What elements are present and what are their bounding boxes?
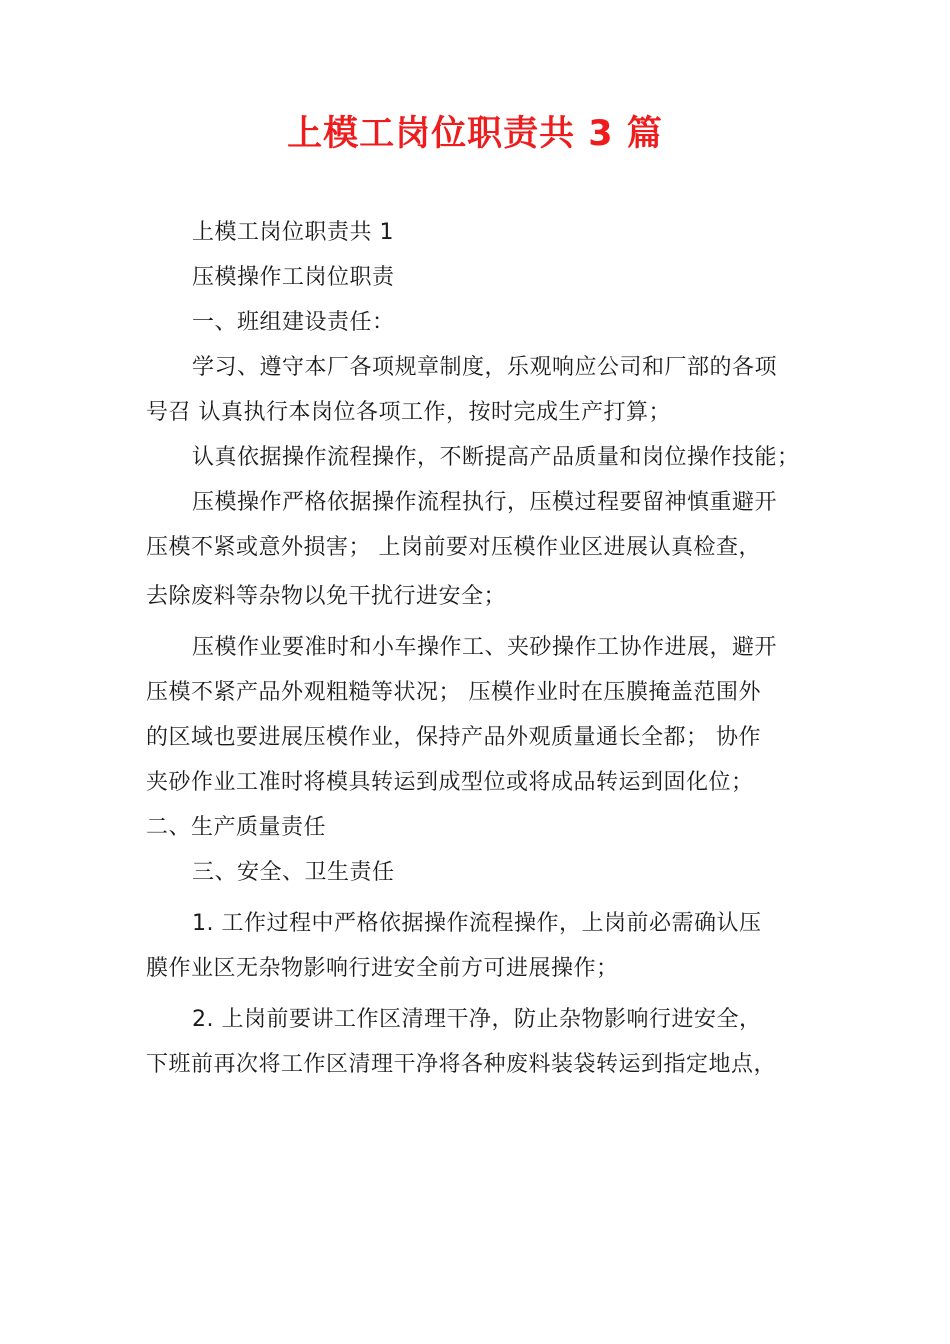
section-heading: 二、生产质量责任 (146, 815, 327, 840)
paragraph-line: 认真依据操作流程操作，不断提高产品质量和岗位操作技能； (192, 445, 800, 470)
list-item: 2. 上岗前要讲工作区清理干净，防止杂物影响行进安全， (192, 1007, 762, 1032)
paragraph-line: 压模不紧产品外观粗糙等状况； 压模作业时在压膜掩盖范围外 (146, 680, 761, 705)
paragraph-line: 学习、遵守本厂各项规章制度，乐观响应公司和厂部的各项 (192, 355, 778, 380)
paragraph-line: 去除废料等杂物以免干扰行进安全； (146, 584, 507, 609)
paragraph-line: 压模操作工岗位职责 (192, 265, 395, 290)
list-item: 1. 工作过程中严格依据操作流程操作，上岗前必需确认压 (192, 911, 762, 936)
paragraph-line: 压模操作严格依据操作流程执行，压模过程要留神慎重避开 (192, 490, 778, 515)
paragraph-line: 的区域也要进展压模作业，保持产品外观质量通长全都； 协作 (146, 725, 761, 750)
document-title: 上模工岗位职责共 3 篇 (287, 114, 663, 154)
document-body (146, 210, 806, 1087)
section-heading: 上模工岗位职责共 1 (192, 220, 394, 245)
paragraph-line: 压模作业要准时和小车操作工、夹砂操作工协作进展，避开 (192, 635, 778, 660)
paragraph-line: 下班前再次将工作区清理干净将各种废料装袋转运到指定地点， (146, 1052, 777, 1077)
paragraph-line: 号召 认真执行本岗位各项工作，按时完成生产打算； (146, 400, 671, 425)
paragraph-line: 压模不紧或意外损害； 上岗前要对压模作业区进展认真检查， (146, 535, 761, 560)
section-heading: 一、班组建设责任： (192, 310, 395, 335)
paragraph-line: 夹砂作业工准时将模具转运到成型位或将成品转运到固化位； (146, 770, 754, 795)
section-heading: 三、安全、卫生责任 (192, 860, 395, 885)
paragraph-line: 膜作业区无杂物影响行进安全前方可进展操作； (146, 956, 619, 981)
